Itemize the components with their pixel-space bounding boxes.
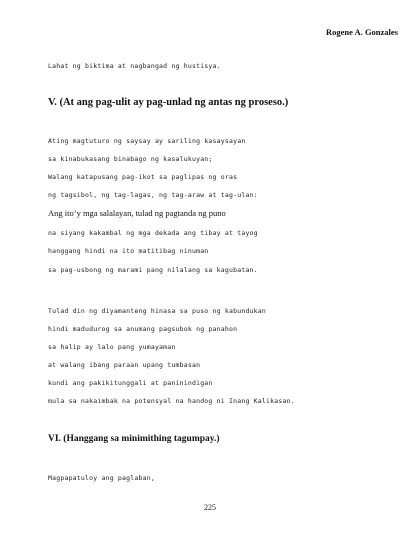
stanza-2-line-5: kundi ang pakikitunggali at paninindigan bbox=[48, 379, 213, 387]
stanza-1-line-7: hanggang hindi na ito matitibag ninuman bbox=[48, 247, 209, 255]
stanza-2-line-2: hindi madudurog sa anumang pagsubok ng panahon bbox=[48, 325, 238, 333]
stanza-1-line-8: sa pag-usbong ng marami pang nilalang sa kagubatan. bbox=[48, 266, 258, 274]
stanza-1-line-5: Ang ito’y mga salalayan, tulad ng pagtanda ng puno bbox=[48, 208, 226, 218]
page-number: 225 bbox=[204, 503, 216, 512]
section-6-line-1: Magpapatuloy ang paglaban, bbox=[48, 474, 155, 482]
stanza-1-line-3: Walang katapusang pag-ikot sa paglipas ng oras bbox=[48, 173, 238, 181]
stanza-2-line-3: sa halip ay lalo pang yumayaman bbox=[48, 343, 176, 351]
stanza-2-line-1: Tulad din ng diyamanteng hinasa sa puso ng kabundukan bbox=[48, 307, 267, 315]
section-5-heading: V. (At ang pag-ulit ay pag-unlad ng antas ng proseso.) bbox=[48, 97, 289, 108]
stanza-1-line-2: sa kinabukasang binabago ng kasalukuyan; bbox=[48, 155, 213, 163]
author-header: Rogene A. Gonzales bbox=[325, 27, 398, 37]
stanza-1-line-1: Ating magtuturo ng saysay ay sariling kasaysayan bbox=[48, 137, 246, 145]
intro-line: Lahat ng biktima at nagbangad ng hustisya. bbox=[48, 62, 221, 70]
stanza-1-line-4: ng tagsibol, ng tag-lagas, ng tag-araw at tag-ulan: bbox=[48, 191, 258, 199]
stanza-2-line-4: at walang ibang paraan upang tumbasan bbox=[48, 361, 201, 369]
stanza-2-line-6: mula sa nakaimbak na potensyal na handog ni Inang Kalikasan. bbox=[48, 397, 295, 405]
section-6-heading: VI. (Hanggang sa minimithing tagumpay.) bbox=[48, 434, 220, 444]
stanza-1-line-6: na siyang kakambal ng mga dekada ang tibay at tayog bbox=[48, 229, 258, 237]
